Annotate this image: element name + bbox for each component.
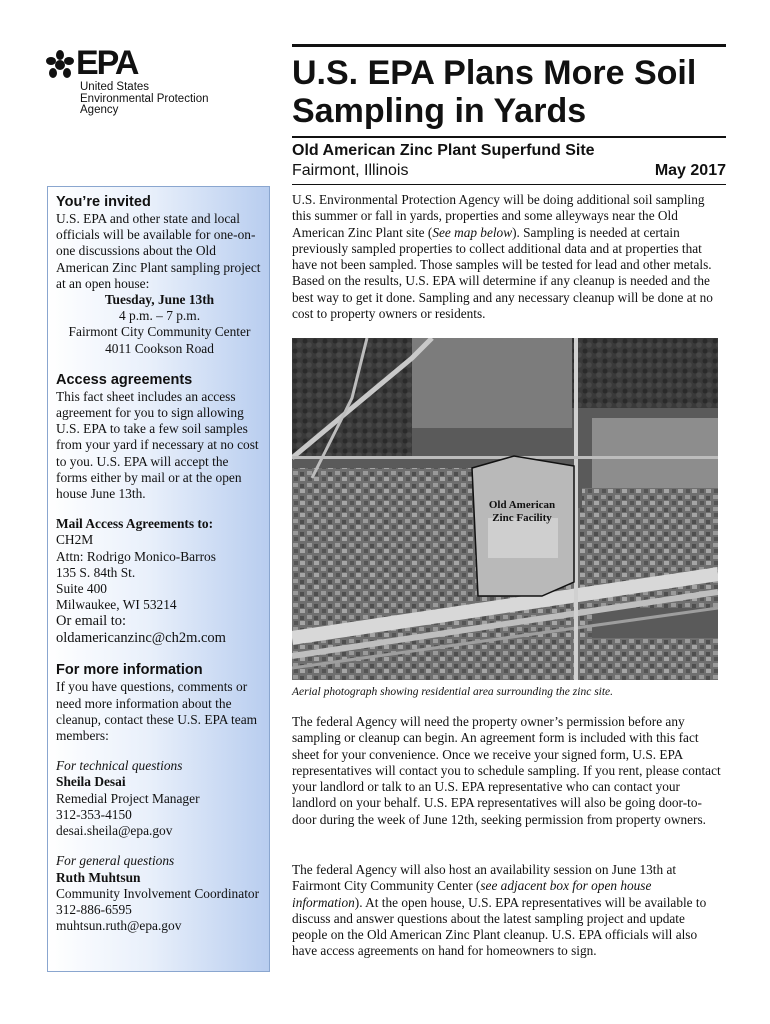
event-address: 4011 Cookson Road bbox=[105, 340, 214, 356]
email-address[interactable]: oldamericanzinc@ch2m.com bbox=[56, 630, 226, 647]
info-heading: For more information bbox=[56, 662, 203, 679]
general-name: Ruth Muhtsun bbox=[56, 869, 141, 885]
mail-line: Milwaukee, WI 53214 bbox=[56, 597, 177, 613]
title-top-rule bbox=[292, 44, 726, 47]
mail-line: 135 S. 84th St. bbox=[56, 564, 136, 580]
tech-name: Sheila Desai bbox=[56, 774, 126, 790]
subtitle-rule bbox=[292, 136, 726, 138]
publication-date: May 2017 bbox=[654, 162, 726, 179]
page-title: U.S. EPA Plans More Soil Sampling in Yards bbox=[292, 54, 697, 130]
epa-wordmark: EPA bbox=[76, 44, 138, 82]
event-date: Tuesday, June 13th bbox=[104, 292, 215, 308]
permission-paragraph: The federal Agency will need the property owner’s permission before any sampling or cleanup can begin. An agreement form is included with this fact sheet for your convenience. Once we receive your signed form, U.S. EPA representatives will contact you to schedule sampling. If you rent, please contact your landlord or talk to an U.S. EPA representative who can contact your landlord on your behalf. U.S. EPA representatives will also be going door-to-door during the week of June 12th, seeking permission from property owners. bbox=[292, 714, 721, 827]
event-place: Fairmont City Community Center bbox=[68, 324, 251, 340]
epa-flower-icon bbox=[44, 50, 76, 80]
intro-paragraph: U.S. Environmental Protection Agency will be doing additional soil sampling this summer or fall in yards, properties and some alleyways near the Old American Zinc Plant site (See map below). Sampling is needed at certain previously sampled properties to collect additional data and at properties that have not been sampled. Those samples will be tested for lead and other metals. Based on the results, U.S. EPA will determine if any cleanup is needed and the best way to get it done. Sampling and any necessary cleanup will be done at no cost to property owners or residents. bbox=[292, 192, 713, 322]
invited-text: U.S. EPA and other state and local officials will be available for one-on-one discussions about the Old American Zinc Plant sampling project at an open house: bbox=[56, 211, 261, 291]
info-text: If you have questions, comments or need more information about the cleanup, contact these U.S. EPA team members: bbox=[56, 679, 258, 744]
site-location: Fairmont, Illinois bbox=[292, 162, 409, 179]
access-heading: Access agreements bbox=[56, 371, 193, 388]
general-phone: 312-886-6595 bbox=[56, 901, 132, 917]
tech-phone: 312-353-4150 bbox=[56, 806, 132, 822]
map-caption: Aerial photograph showing residential area surrounding the zinc site. bbox=[292, 686, 614, 698]
email-label: Or email to: bbox=[56, 613, 127, 630]
general-title: Community Involvement Coordinator bbox=[56, 885, 260, 901]
general-label: For general questions bbox=[56, 853, 175, 869]
tech-label: For technical questions bbox=[56, 758, 183, 774]
access-text: This fact sheet includes an access agreement for you to sign allowing U.S. EPA to take a few soil samples from your yard if necessary at no cost to you. U.S. EPA will accept the forms either by mail or at the open house June 13th. bbox=[56, 388, 259, 502]
event-time: 4 p.m. – 7 p.m. bbox=[118, 308, 201, 324]
subtitle-bottom-rule bbox=[292, 184, 726, 185]
mail-line: CH2M bbox=[56, 532, 94, 548]
aerial-photo bbox=[292, 338, 718, 680]
general-email[interactable]: muhtsun.ruth@epa.gov bbox=[56, 918, 182, 934]
facility-label-line2: Zinc Facility bbox=[492, 512, 552, 524]
tech-title: Remedial Project Manager bbox=[56, 790, 200, 806]
mail-line: Attn: Rodrigo Monico-Barros bbox=[56, 548, 216, 564]
invited-heading: You’re invited bbox=[56, 194, 151, 210]
aerial-map bbox=[292, 338, 718, 680]
sidebar-box bbox=[47, 186, 270, 972]
facility-label-line1: Old American bbox=[488, 499, 556, 511]
site-name: Old American Zinc Plant Superfund Site bbox=[292, 142, 595, 159]
open-house-paragraph: The federal Agency will also host an availability session on June 13th at Fairmont City Community Center (see adjacent box for open house information). At the open house, U.S. EPA representatives will be available to discuss and answer questions about the latest sampling project and update people on the Old American Zinc Plant cleanup. U.S. EPA officials will also have access agreements on hand for homeowners to sign. bbox=[292, 862, 707, 959]
agency-name: United States Environmental Protection Agency bbox=[80, 81, 209, 116]
epa-logo bbox=[44, 44, 234, 124]
mail-line: Suite 400 bbox=[56, 581, 107, 597]
mail-heading: Mail Access Agreements to: bbox=[56, 516, 214, 532]
tech-email[interactable]: desai.sheila@epa.gov bbox=[56, 823, 173, 839]
